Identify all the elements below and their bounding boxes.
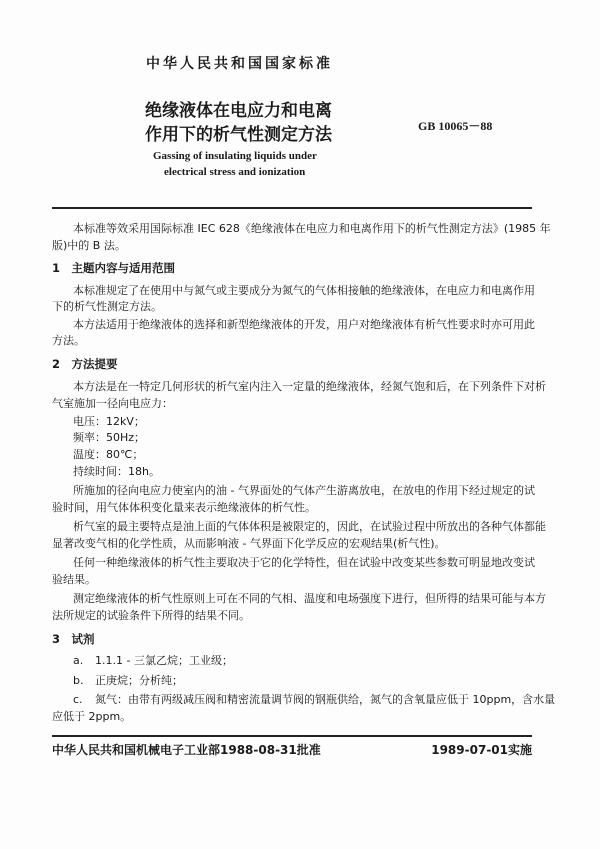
reagent-item-c-marker: c.: [73, 693, 83, 706]
para-line: 显著改变气相的化学性质，从而影响液 - 气界面下化学反应的宏观结果(析气性)。: [52, 537, 446, 550]
reagent-item-a: 1.1.1 - 三氯乙烷；工业级；: [95, 654, 233, 667]
english-title-line2: electrical stress and ionization: [164, 166, 306, 178]
para-line: 气室施加一径向电应力：: [52, 397, 173, 410]
para-line: 所施加的径向电应力使室内的油 - 气界面处的气体产生游离放电，在放电的作用下经过规定的试: [73, 484, 535, 497]
reagent-item-c-continued: 应低于 2ppm。: [52, 710, 132, 723]
top-divider: [52, 207, 532, 209]
section3-heading: 3 试剂: [52, 632, 95, 646]
intro-line: 版)中的 B 法。: [52, 239, 126, 252]
intro-line: 本标准等效采用国际标准 IEC 628《绝缘液体在电应力和电离作用下的析气性测定方法》(1985 年: [73, 222, 551, 235]
para-line: 下的析气性测定方法。: [52, 300, 162, 313]
section2-heading: 2 方法提要: [52, 357, 118, 371]
para-line: 方法。: [52, 334, 85, 347]
para-line: 验时间，用气体体积变化量来表示绝缘液体的析气性。: [52, 501, 316, 514]
condition-voltage: 电压：12kV；: [73, 415, 145, 428]
standard-code: GB 10065－88: [418, 119, 493, 133]
para-line: 任何一种绝缘液体的析气性主要取决于它的化学特性，但在试验中改变某些参数可明显地改变试: [73, 556, 535, 569]
effective-date: 1989-07-01实施: [431, 743, 532, 757]
condition-duration: 持续时间：18h。: [73, 465, 160, 478]
reagent-item-a-marker: a.: [73, 654, 84, 667]
para-line: 本标准规定了在使用中与氮气或主要成分为氮气的气体相接触的绝缘液体，在电应力和电离作用: [73, 284, 535, 297]
reagent-item-b: 正庚烷；分析纯；: [95, 674, 183, 687]
reagent-item-c: 氮气：由带有两级减压阀和精密流量调节阀的钢瓶供给，氮气的含氧量应低于 10ppm，含水量: [95, 693, 556, 706]
bottom-divider: [52, 735, 532, 737]
condition-temperature: 温度：80℃；: [73, 448, 144, 461]
english-title-line1: Gassing of insulating liquids under: [153, 150, 317, 162]
title-line2: 作用下的析气性测定方法: [145, 125, 332, 145]
reagent-item-b-marker: b.: [73, 674, 84, 687]
para-line: 测定绝缘液体的析气性原则上可在不同的气相、温度和电场强度下进行，但所得的结果可能与本方: [73, 592, 546, 605]
title-line1: 绝缘液体在电应力和电离: [145, 101, 332, 121]
para-line: 验结果。: [52, 573, 96, 586]
para-line: 本方法是在一特定几何形状的析气室内注入一定量的绝缘液体，经氮气饱和后，在下列条件下对析: [73, 380, 546, 393]
country-standard-label: 中华人民共和国国家标准: [146, 56, 333, 72]
condition-frequency: 频率：50Hz；: [73, 431, 146, 444]
section1-heading: 1 主题内容与适用范围: [52, 261, 176, 275]
para-line: 法所规定的试验条件下所得的结果不同。: [52, 609, 250, 622]
para-line: 本方法适用于绝缘液体的选择和新型绝缘液体的开发，用户对绝缘液体有析气性要求时亦可用此: [73, 318, 535, 331]
approval-statement: 中华人民共和国机械电子工业部1988-08-31批准: [52, 743, 321, 757]
para-line: 析气室的最主要特点是油上面的气体体积是被限定的，因此，在试验过程中所放出的各种气体都能: [73, 520, 546, 533]
